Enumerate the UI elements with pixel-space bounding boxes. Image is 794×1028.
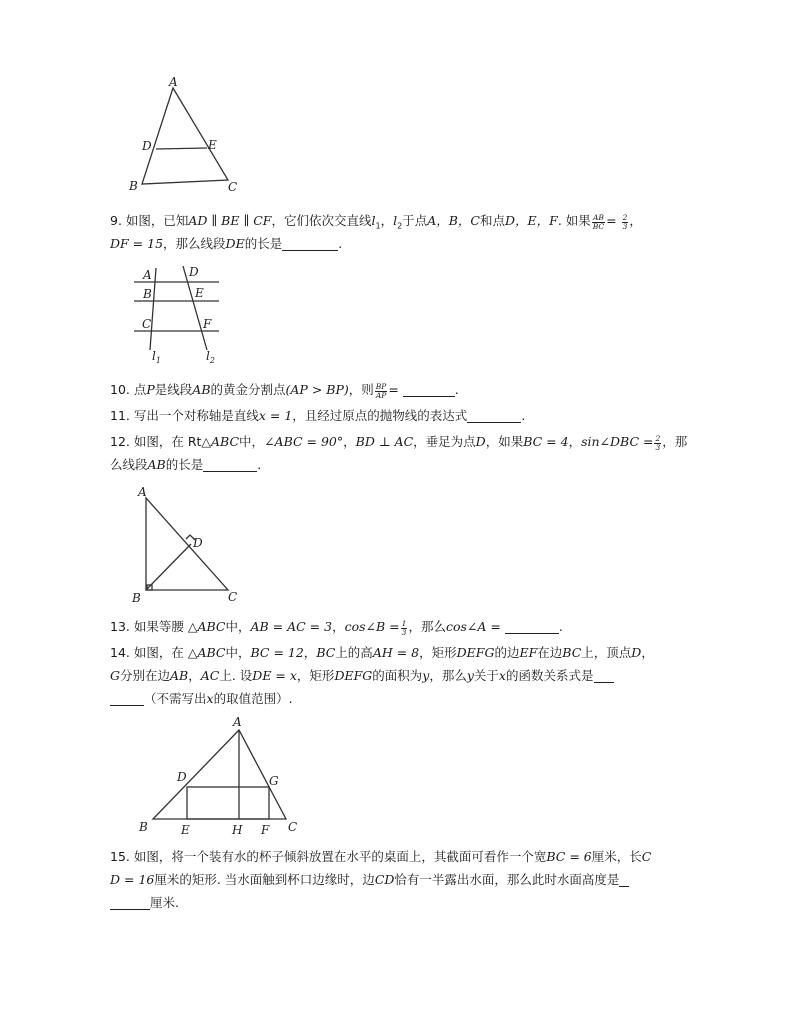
q12-math: sin∠DBC = — [581, 434, 654, 449]
q13-text: ， — [332, 619, 345, 634]
q14-math: G — [110, 668, 120, 683]
label-l1: $l_1$ — [152, 349, 161, 365]
q15-text: 厘米的矩形. 当水面触到杯口边缘时，边 — [154, 872, 375, 887]
question-14 — [110, 641, 740, 710]
q14-math: BC — [562, 645, 582, 660]
triangle-abc — [142, 88, 228, 184]
q15-math: CD — [374, 872, 395, 887]
q9-text: 9. 如图，已知 — [110, 213, 189, 228]
q12-text: ，那 — [662, 434, 688, 449]
q12-fraction: $\frac{2}{3}$ — [655, 434, 661, 452]
q9-text: ， — [629, 213, 642, 228]
q9-text: . 如果 — [557, 213, 591, 228]
q9-text: 和点 — [479, 213, 505, 228]
label-c: C — [228, 590, 238, 604]
label-c: C — [228, 180, 238, 194]
question-12 — [110, 430, 740, 476]
q15-text: 厘米. — [150, 895, 179, 910]
q10-math: (AP > BP) — [285, 382, 349, 397]
q14-text: 的面积为 — [372, 668, 423, 683]
q14-math: BC — [316, 645, 336, 660]
q9-subscript: 2 — [397, 221, 403, 231]
q9-math: DF = 15 — [110, 236, 164, 251]
q10-text: 是线段 — [154, 382, 193, 397]
answer-blank[interactable] — [594, 668, 614, 683]
q14-math: y — [466, 668, 474, 683]
label-d: D — [189, 265, 199, 279]
q14-math: D — [631, 645, 642, 660]
q12-math: D — [475, 434, 486, 449]
q10-text: 10. 点 — [110, 382, 147, 397]
q14-math: x — [498, 668, 506, 683]
q12-text: . — [257, 457, 262, 472]
q12-text: ， — [343, 434, 356, 449]
q12-math: BD ⊥ AC — [355, 434, 414, 449]
figure-right-triangle — [128, 482, 248, 610]
q13-math: cos∠B = — [344, 619, 400, 634]
q13-math: cos∠A = — [445, 619, 501, 634]
q14-text: 上，顶点 — [581, 645, 632, 660]
label-g: G — [269, 774, 279, 788]
q15-text: 恰有一半露出水面，那么此时水面高度是 — [394, 872, 620, 887]
q9-text: . — [338, 236, 343, 251]
q13-fraction: $\frac{1}{3}$ — [401, 619, 407, 637]
q11-math: x = 1 — [258, 408, 293, 423]
q12-text: 12. 如图，在 Rt — [110, 434, 202, 449]
q13-text: ，那么 — [408, 619, 446, 634]
q14-text: ，矩形 — [296, 668, 335, 683]
segment-bd — [146, 544, 191, 590]
q14-math: △ABC — [187, 645, 226, 660]
q9-text: 的长是 — [244, 236, 283, 251]
question-9 — [110, 209, 740, 255]
q12-math: AB — [147, 457, 166, 472]
q13-math: △ABC — [187, 619, 226, 634]
q12-text: 的长是 — [165, 457, 204, 472]
label-d: D — [177, 770, 187, 784]
q14-math: DE = x — [252, 668, 297, 683]
q14-text: 中， — [225, 645, 251, 660]
answer-blank[interactable] — [203, 457, 257, 472]
label-b: B — [139, 820, 148, 834]
q15-text: 15. 如图，将一个装有水的杯子倾斜放置在水平的桌面上，其截面可看作一个宽 — [110, 849, 547, 864]
q13-text: . — [558, 619, 563, 634]
label-d: D — [193, 536, 203, 550]
q10-text: 的黄金分割点 — [210, 382, 286, 397]
triangle-abc — [146, 498, 228, 590]
q14-text: 上. 设 — [219, 668, 253, 683]
q14-text: 上的高 — [335, 645, 373, 660]
label-e: E — [181, 823, 190, 837]
q10-math: P — [146, 382, 155, 397]
q12-text: ，垂足为点 — [413, 434, 476, 449]
q9-math: DE — [225, 236, 245, 251]
q14-text: 的函数关系式是 — [505, 668, 594, 683]
q9-math: l — [393, 213, 398, 228]
q14-text: 关于 — [473, 668, 499, 683]
q15-text: 厘米，长 — [591, 849, 642, 864]
q14-math: x — [206, 691, 214, 706]
label-e: E — [195, 286, 204, 300]
q9-fraction: $\frac{2}{3}$ — [622, 213, 628, 231]
q11-text: . — [521, 408, 526, 423]
q14-math: DEFG — [456, 645, 495, 660]
label-b: B — [129, 179, 138, 193]
rectangle-defg — [187, 787, 269, 819]
question-13 — [110, 615, 740, 638]
q12-text: 么线段 — [110, 457, 148, 472]
label-f: F — [261, 823, 270, 837]
q12-math: △ABC — [201, 434, 240, 449]
q14-text: 的边 — [494, 645, 520, 660]
q10-text: ，则 — [348, 382, 374, 397]
q9-fraction: $\frac{AB}{BC}$ — [592, 213, 605, 231]
triangle-abc — [153, 730, 286, 819]
q12-text: ， — [568, 434, 582, 449]
q15-math: C — [641, 849, 652, 864]
q9-text: ，它们依次交直线 — [271, 213, 372, 228]
segment-de — [156, 148, 207, 149]
answer-blank[interactable] — [110, 895, 150, 910]
q10-math: = — [388, 382, 399, 397]
q12-text: ，如果 — [485, 434, 524, 449]
question-10 — [110, 378, 740, 401]
figure-parallel-lines — [130, 262, 230, 368]
label-c: C — [288, 820, 298, 834]
q14-text: 在边 — [537, 645, 563, 660]
q12-math: BC = 4 — [523, 434, 569, 449]
label-a: A — [138, 485, 147, 499]
q14-text: ， — [188, 668, 201, 683]
question-15 — [110, 845, 740, 914]
q13-text: 13. 如果等腰 — [110, 619, 184, 634]
q14-text: ，那么 — [429, 668, 467, 683]
label-f: F — [203, 317, 212, 331]
q14-math: AC — [200, 668, 220, 683]
label-h: H — [232, 823, 243, 837]
q9-subscript: 1 — [375, 221, 381, 231]
q15-math: BC = 6 — [546, 849, 592, 864]
q9-text: ，那么线段 — [163, 236, 226, 251]
q14-math: EF — [519, 645, 538, 660]
label-b: B — [132, 591, 141, 605]
label-a: A — [169, 75, 178, 89]
q14-text: 14. 如图，在 — [110, 645, 184, 660]
q13-text: 中， — [225, 619, 251, 634]
q9-math: l — [371, 213, 376, 228]
answer-blank[interactable] — [467, 408, 521, 423]
q14-math: BC = 12 — [250, 645, 304, 660]
q9-text: ， — [380, 213, 394, 228]
label-e: E — [208, 138, 217, 152]
q14-text: ，矩形 — [419, 645, 457, 660]
q10-text: . — [454, 382, 459, 397]
answer-blank[interactable] — [619, 872, 629, 887]
q14-text: 分别在边 — [120, 668, 171, 683]
q12-math: ∠ABC = 90° — [264, 434, 344, 449]
q14-text: 的取值范围）. — [213, 691, 293, 706]
q14-math: AH = 8 — [372, 645, 420, 660]
q14-text: （不需写出 — [144, 691, 207, 706]
q11-text: 11. 写出一个对称轴是直线 — [110, 408, 259, 423]
label-d: D — [142, 139, 152, 153]
answer-blank[interactable] — [282, 236, 338, 251]
q9-text: 于点 — [402, 213, 428, 228]
label-a: A — [143, 268, 152, 282]
label-a: A — [233, 715, 242, 729]
answer-blank[interactable] — [403, 382, 455, 397]
answer-blank[interactable] — [505, 619, 559, 634]
q10-fraction: $\frac{BP}{AP}$ — [375, 382, 387, 400]
q10-math: AB — [192, 382, 211, 397]
figure-inscribed-rectangle — [135, 712, 305, 838]
q13-math: AB = AC = 3 — [250, 619, 333, 634]
q11-text: ，且经过原点的抛物线的表达式 — [292, 408, 468, 423]
q14-text: ， — [303, 645, 317, 660]
label-c: C — [142, 317, 152, 331]
q9-math: = — [606, 213, 621, 228]
q12-text: 中， — [239, 434, 265, 449]
q14-math: y — [422, 668, 430, 683]
figure-triangle-de — [120, 75, 250, 198]
q14-text: ， — [641, 645, 654, 660]
question-11 — [110, 404, 740, 427]
q9-math: A，B，C — [427, 213, 480, 228]
q15-math: D = 16 — [110, 872, 155, 887]
q9-math: D，E，F — [504, 213, 558, 228]
q14-math: DEFG — [334, 668, 373, 683]
q9-math: AD ∥ BE ∥ CF — [188, 213, 272, 228]
answer-blank[interactable] — [110, 691, 144, 706]
label-l2: $l_2$ — [206, 349, 215, 365]
label-b: B — [143, 287, 152, 301]
q14-math: AB — [170, 668, 189, 683]
